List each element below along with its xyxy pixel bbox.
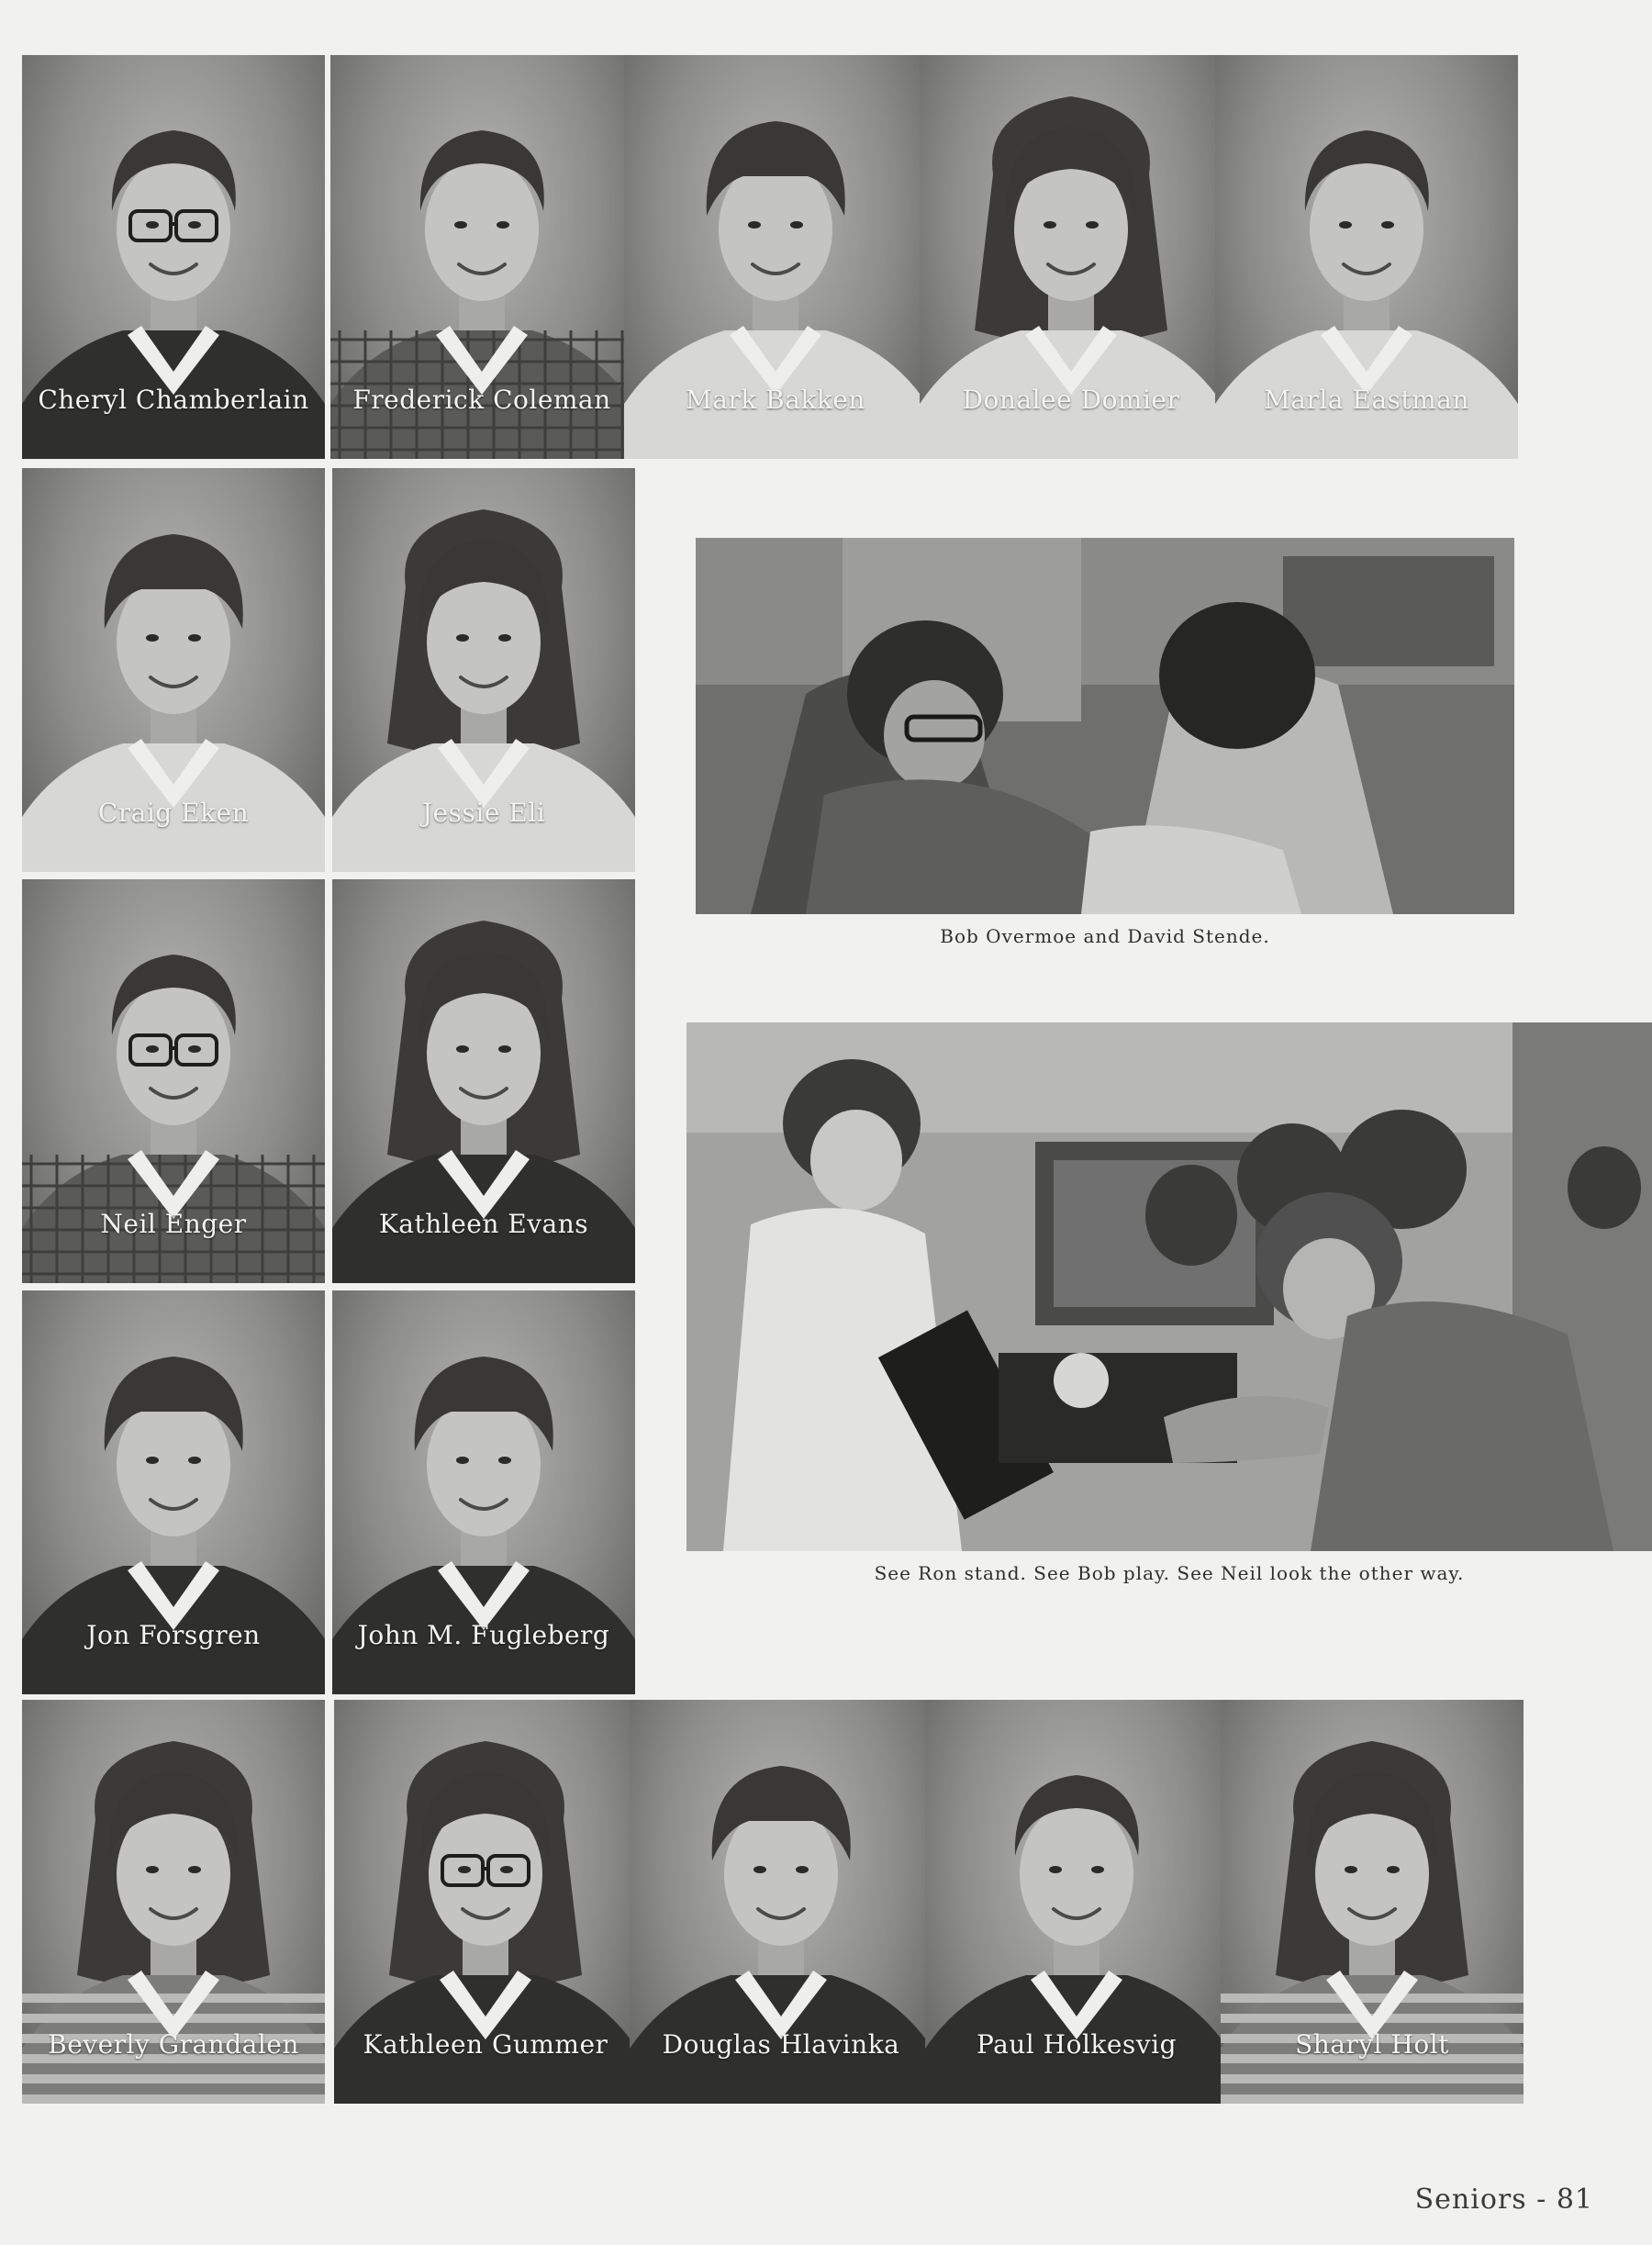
senior-portrait: [624, 55, 927, 459]
senior-portrait: [332, 468, 635, 872]
senior-portrait: [920, 55, 1222, 459]
senior-portrait: [22, 879, 325, 1283]
senior-name: Sharyl Holt: [1295, 2029, 1449, 2060]
senior-portrait: [1215, 55, 1518, 459]
senior-portrait: [332, 879, 635, 1283]
senior-name: Jessie Eli: [421, 798, 546, 828]
page-label: Seniors - 81: [1414, 2184, 1593, 2216]
senior-name: Cheryl Chamberlain: [38, 385, 309, 415]
senior-name: Kathleen Gummer: [363, 2029, 608, 2060]
candid-photo-band: [686, 1022, 1652, 1551]
candid-caption: Bob Overmoe and David Stende.: [940, 925, 1270, 947]
candid-photo-study: [696, 538, 1514, 914]
senior-portrait: [330, 55, 633, 459]
senior-name: Paul Holkesvig: [977, 2029, 1177, 2060]
senior-name: Douglas Hlavinka: [662, 2029, 900, 2060]
senior-name: John M. Fugleberg: [357, 1620, 610, 1650]
senior-name: Mark Bakken: [686, 385, 865, 415]
senior-portrait: [22, 1700, 325, 2104]
senior-portrait: [630, 1700, 932, 2104]
senior-portrait: [22, 1290, 325, 1694]
senior-portrait: [332, 1290, 635, 1694]
senior-portrait: [1221, 1700, 1524, 2104]
senior-name: Frederick Coleman: [352, 385, 611, 415]
senior-name: Kathleen Evans: [378, 1209, 589, 1239]
candid-caption: See Ron stand. See Bob play. See Neil look the other way.: [874, 1562, 1465, 1584]
senior-name: Marla Eastman: [1264, 385, 1469, 415]
senior-portrait: [334, 1700, 637, 2104]
senior-name: Jon Forsgren: [86, 1620, 261, 1650]
senior-name: Beverly Grandalen: [48, 2029, 299, 2060]
senior-name: Craig Eken: [97, 798, 250, 828]
senior-portrait: [22, 468, 325, 872]
senior-portrait: [22, 55, 325, 459]
senior-name: Donalee Domier: [962, 385, 1180, 415]
senior-name: Neil Enger: [100, 1209, 247, 1239]
senior-portrait: [925, 1700, 1228, 2104]
